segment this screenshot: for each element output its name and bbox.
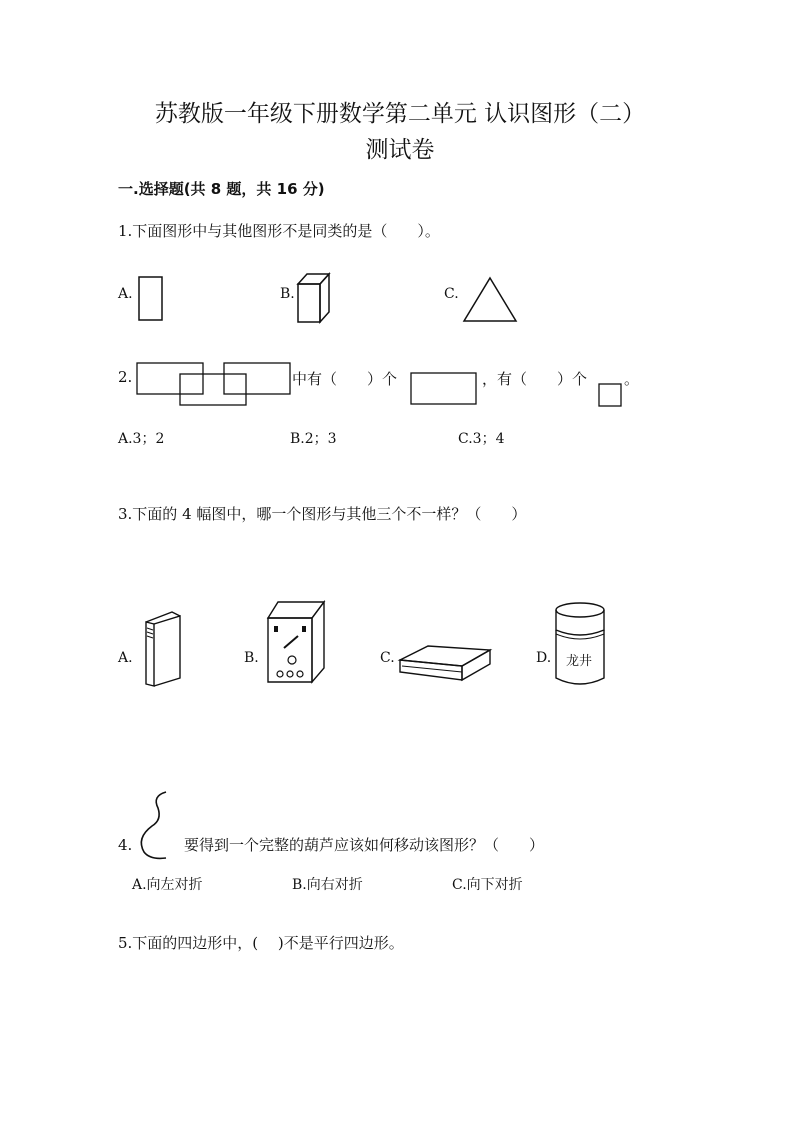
page-title: 苏教版一年级下册数学第二单元 认识图形（二）	[154, 101, 646, 127]
q2-option-b: B.2；3	[290, 431, 337, 447]
q4-option-a: A.向左对折	[132, 877, 203, 893]
tea-jar-label: 龙井	[566, 654, 593, 669]
q3-option-b-label: B.	[244, 650, 259, 666]
small-square-icon	[598, 383, 624, 409]
q2-option-c: C.3；4	[458, 431, 505, 447]
q2-number: 2.	[118, 368, 133, 386]
q1-stem: 1.下面图形中与其他图形不是同类的是（ ）。	[118, 222, 440, 240]
long-rectangle-icon	[410, 372, 478, 406]
milk-box-icon	[264, 598, 330, 686]
q2-text-end: 。	[624, 370, 640, 388]
q1-option-a-label: A.	[118, 286, 133, 302]
q1-option-c-label: C.	[444, 286, 459, 302]
q3-option-a-label: A.	[118, 650, 133, 666]
section-heading: 一.选择题(共 8 题，共 16 分)	[118, 180, 325, 198]
q2-option-a: A.3；2	[118, 431, 165, 447]
q4-number: 4.	[118, 836, 133, 854]
half-gourd-icon	[136, 790, 172, 862]
triangle-icon	[462, 276, 518, 324]
q4-stem: 要得到一个完整的葫芦应该如何移动该图形？（ ）	[184, 836, 545, 854]
q4-option-b: B.向右对折	[292, 877, 363, 893]
cuboid-icon	[296, 272, 332, 324]
page-subtitle: 测试卷	[365, 137, 435, 163]
q4-option-c: C.向下对折	[452, 877, 523, 893]
q3-option-c-label: C.	[380, 650, 395, 666]
q1-option-b-label: B.	[280, 286, 295, 302]
q2-text-b: ，有（ ）个	[482, 370, 588, 388]
book-icon	[142, 608, 184, 688]
overlapping-rectangles-icon	[136, 362, 294, 408]
q3-option-d-label: D.	[536, 650, 552, 666]
q2-text-a: 中有（ ）个	[292, 370, 398, 388]
q5-stem: 5.下面的四边形中，( )不是平行四边形。	[118, 934, 404, 952]
q3-stem: 3.下面的 4 幅图中，哪一个图形与其他三个不一样？（ ）	[118, 505, 527, 523]
rectangle-icon	[138, 276, 164, 322]
flat-box-icon	[398, 638, 494, 684]
tea-jar-icon	[552, 600, 612, 688]
